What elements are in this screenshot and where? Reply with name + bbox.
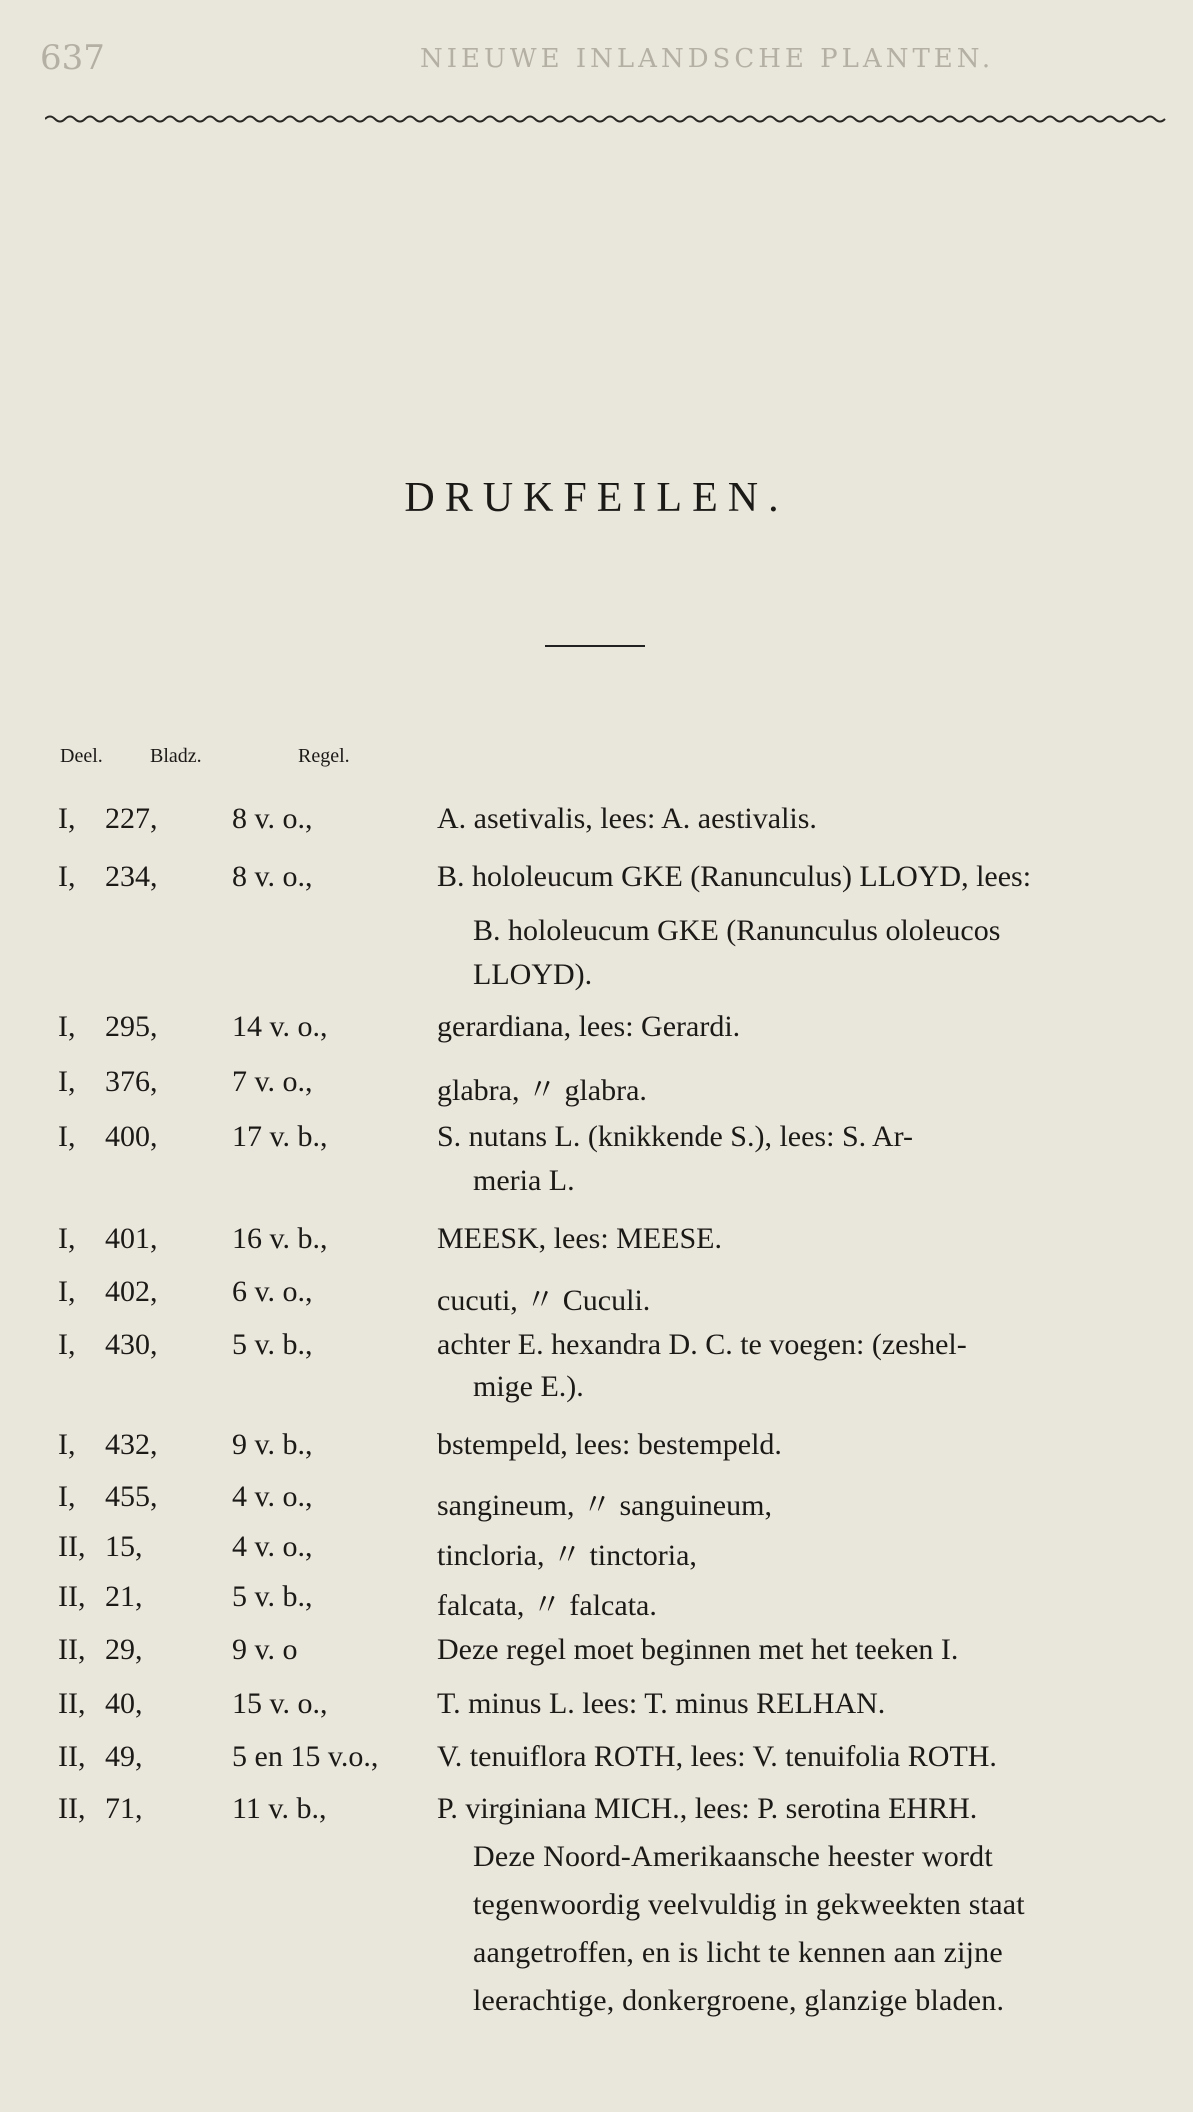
errata-row — [0, 1120, 1193, 1164]
errata-deel: I, — [58, 1010, 76, 1043]
errata-correction: Deze regel moet beginnen met het teeken I. — [437, 1633, 959, 1666]
errata-line: 4 v. o., — [232, 1530, 313, 1563]
running-head — [40, 38, 1160, 78]
errata-line: 11 v. b., — [232, 1792, 327, 1825]
errata-line: 8 v. o., — [232, 860, 313, 893]
errata-correction: bstempeld, lees: bestempeld. — [437, 1428, 782, 1461]
errata-deel: I, — [58, 1275, 76, 1308]
errata-line: 9 v. o — [232, 1633, 298, 1666]
errata-correction: B. hololeucum GKE (Ranunculus) LLOYD, lees: — [437, 860, 1032, 893]
errata-row — [0, 1222, 1193, 1266]
errata-correction: A. asetivalis, lees: A. aestivalis. — [437, 802, 817, 835]
errata-correction: T. minus L. lees: T. minus RELHAN. — [437, 1687, 886, 1720]
errata-line: 6 v. o., — [232, 1275, 313, 1308]
errata-correction: cucuti, 〃 Cuculi. — [437, 1284, 651, 1317]
running-title: NIEUWE INLANDSCHE PLANTEN. — [420, 44, 995, 74]
errata-line: 17 v. b., — [232, 1120, 328, 1153]
continuation-line: meria L. — [473, 1164, 575, 1197]
errata-deel: I, — [58, 1120, 76, 1153]
errata-row — [0, 860, 1193, 904]
errata-row — [0, 1530, 1193, 1574]
note-line: leerachtige, donkergroene, glanzige bladen. — [473, 1984, 1005, 2017]
errata-page: 234, — [105, 860, 158, 893]
errata-correction: tincloria, 〃 tinctoria, — [437, 1539, 697, 1572]
errata-deel: II, — [58, 1740, 86, 1773]
errata-line: 16 v. b., — [232, 1222, 328, 1255]
errata-row — [0, 1633, 1193, 1677]
errata-page: 402, — [105, 1275, 158, 1308]
errata-row — [0, 802, 1193, 846]
errata-line: 15 v. o., — [232, 1687, 328, 1720]
errata-correction: sangineum, 〃 sanguineum, — [437, 1489, 772, 1522]
page-number: 637 — [40, 38, 105, 78]
note-line: Deze Noord-Amerikaansche heester wordt — [473, 1840, 993, 1873]
errata-correction: gerardiana, lees: Gerardi. — [437, 1010, 741, 1043]
errata-deel: II, — [58, 1580, 86, 1613]
continuation-line: mige E.). — [473, 1370, 584, 1403]
column-header-bladz: Bladz. — [150, 745, 202, 767]
section-heading: DRUKFEILEN. — [404, 475, 789, 521]
errata-row — [0, 1328, 1193, 1372]
errata-page: 400, — [105, 1120, 158, 1153]
errata-deel: I, — [58, 1222, 76, 1255]
errata-correction: P. virginiana MICH., lees: P. serotina EHRH. — [437, 1792, 978, 1825]
errata-row — [0, 1580, 1193, 1624]
column-header-regel: Regel. — [298, 745, 350, 767]
errata-row — [0, 1010, 1193, 1054]
errata-page: 21, — [105, 1580, 143, 1613]
errata-deel: I, — [58, 1328, 76, 1361]
errata-deel: I, — [58, 860, 76, 893]
errata-page: 455, — [105, 1480, 158, 1513]
errata-deel: II, — [58, 1530, 86, 1563]
errata-line: 5 v. b., — [232, 1328, 313, 1361]
errata-page: 40, — [105, 1687, 143, 1720]
errata-row — [0, 1687, 1193, 1731]
errata-page: 430, — [105, 1328, 158, 1361]
errata-deel: I, — [58, 1065, 76, 1098]
errata-row — [0, 1275, 1193, 1319]
errata-deel: I, — [58, 802, 76, 835]
errata-line: 7 v. o., — [232, 1065, 313, 1098]
errata-page: 295, — [105, 1010, 158, 1043]
errata-correction: S. nutans L. (knikkende S.), lees: S. Ar- — [437, 1120, 914, 1153]
errata-line: 8 v. o., — [232, 802, 313, 835]
errata-line: 5 v. b., — [232, 1580, 313, 1613]
errata-correction: MEESK, lees: MEESE. — [437, 1222, 722, 1255]
errata-correction: falcata, 〃 falcata. — [437, 1589, 657, 1622]
errata-correction: glabra, 〃 glabra. — [437, 1074, 647, 1107]
errata-line: 5 en 15 v.o., — [232, 1740, 379, 1773]
errata-deel: II, — [58, 1633, 86, 1666]
errata-line: 9 v. b., — [232, 1428, 313, 1461]
errata-deel: II, — [58, 1792, 86, 1825]
errata-deel: I, — [58, 1480, 76, 1513]
errata-row — [0, 1480, 1193, 1524]
errata-page: 71, — [105, 1792, 143, 1825]
errata-page: 432, — [105, 1428, 158, 1461]
continuation-line: LLOYD). — [473, 958, 593, 991]
errata-page: 401, — [105, 1222, 158, 1255]
errata-page: 227, — [105, 802, 158, 835]
errata-correction: achter E. hexandra D. C. te voegen: (zeshel- — [437, 1328, 967, 1361]
errata-page: 49, — [105, 1740, 143, 1773]
note-line: tegenwoordig veelvuldig in gekweekten staat — [473, 1888, 1025, 1921]
errata-deel: II, — [58, 1687, 86, 1720]
note-line: aangetroffen, en is licht te kennen aan zijne — [473, 1936, 1003, 1969]
wavy-rule — [45, 112, 1170, 126]
errata-correction: V. tenuiflora ROTH, lees: V. tenuifolia ROTH. — [437, 1740, 997, 1773]
errata-page: 15, — [105, 1530, 143, 1563]
errata-row — [0, 1065, 1193, 1109]
errata-line: 14 v. o., — [232, 1010, 328, 1043]
column-header-deel: Deel. — [60, 745, 103, 767]
errata-row — [0, 1792, 1193, 1836]
errata-line: 4 v. o., — [232, 1480, 313, 1513]
errata-page: 29, — [105, 1633, 143, 1666]
errata-page: 376, — [105, 1065, 158, 1098]
errata-row — [0, 1428, 1193, 1472]
heading-underline — [545, 645, 645, 647]
continuation-line: B. hololeucum GKE (Ranunculus ololeucos — [473, 914, 1001, 947]
errata-deel: I, — [58, 1428, 76, 1461]
errata-row — [0, 1740, 1193, 1784]
